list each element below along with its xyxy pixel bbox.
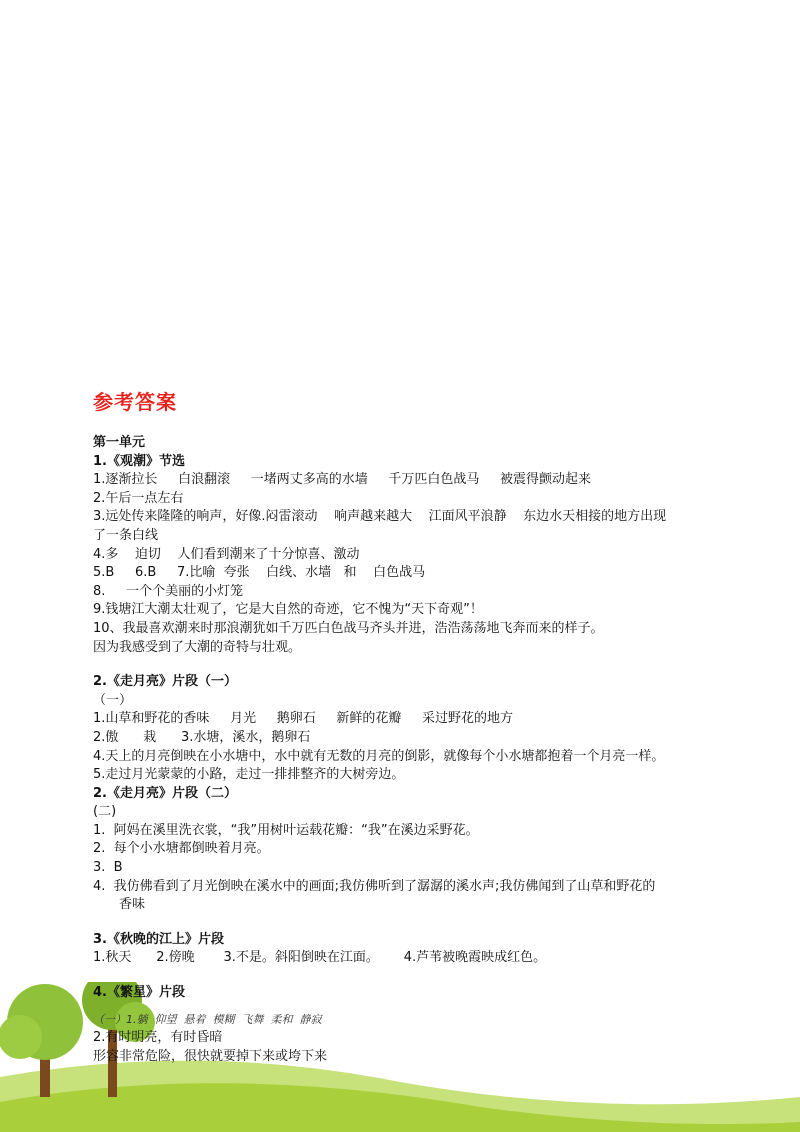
section-heading: 4.《繁星》片段	[93, 985, 185, 1001]
answer-line: 4. 我仿佛看到了月光倒映在溪水中的画面;我仿佛听到了潺潺的溪水声;我仿佛闻到了山草和野花的	[93, 878, 656, 894]
answer-line: 形容非常危险，很快就要掉下来或垮下来	[93, 1048, 328, 1064]
answer-content	[93, 434, 733, 1066]
answer-line: 9.钱塘江大潮太壮观了，它是大自然的奇迹，它不愧为“天下奇观”！	[93, 602, 483, 618]
section-heading: 2.《走月亮》片段（一）	[93, 674, 237, 690]
answer-line: 2.傲 栽 3.水塘，溪水，鹅卵石	[93, 729, 311, 745]
answer-line: 8. 一个个美丽的小灯笼	[93, 583, 244, 599]
answer-line: 1.逐渐拉长 白浪翻滚 一堵两丈多高的水墙 千万匹白色战马 被震得颤动起来	[93, 472, 592, 488]
answer-line: 3.远处传来隆隆的响声，好像.闷雷滚动 响声越来越大 江面风平浪静 东边水天相接的地方出现	[93, 509, 667, 525]
answer-line: 因为我感受到了大潮的奇特与壮观。	[93, 639, 302, 655]
answer-line: 1. 阿妈在溪里洗衣裳，“我”用树叶运载花瓣：“我”在溪边采野花。	[93, 822, 479, 838]
section-heading: 1.《观潮》节选	[93, 453, 185, 469]
section-heading: 3.《秋晚的江上》片段	[93, 931, 224, 947]
answer-line: 1.秋天 2.傍晚 3.不是。斜阳倒映在江面。 4.芦苇被晚霞映成红色。	[93, 950, 547, 966]
answer-line: 2. 每个小水塘都倒映着月亮。	[93, 841, 270, 857]
answer-line: （一）1.躺 仰望 悬着 模糊 飞舞 柔和 静寂	[93, 1012, 322, 1026]
answer-line: 2.午后一点左右	[93, 490, 184, 506]
answer-line: 香味	[119, 897, 146, 913]
answer-line: 5.走过月光蒙蒙的小路，走过一排排整齐的大树旁边。	[93, 767, 405, 783]
section-heading: 2.《走月亮》片段（二）	[93, 785, 237, 801]
answer-line: （一）	[93, 692, 133, 708]
answer-line: 5.B 6.B 7.比喻 夸张 白线、水墙 和 白色战马	[93, 565, 426, 581]
answer-line: 3. B	[93, 860, 123, 876]
answer-line: 10、我最喜欢潮来时那浪潮犹如千万匹白色战马齐头并进，浩浩荡荡地飞奔而来的样子。	[93, 620, 604, 636]
answer-line: 2.有时明亮，有时昏暗	[93, 1030, 223, 1046]
unit-heading: 第一单元	[93, 435, 146, 450]
answer-line: (二)	[93, 804, 117, 820]
answer-line: 了一条白线	[93, 527, 159, 543]
answer-line: 4.多 迫切 人们看到潮来了十分惊喜、激动	[93, 546, 360, 562]
page-title: 参考答案	[93, 390, 177, 414]
answer-line: 4.天上的月亮倒映在小水塘中，水中就有无数的月亮的倒影，就像每个小水塘都抱着一个月亮一样。	[93, 748, 665, 764]
answer-line: 1.山草和野花的香味 月光 鹅卵石 新鲜的花瓣 采过野花的地方	[93, 711, 514, 727]
